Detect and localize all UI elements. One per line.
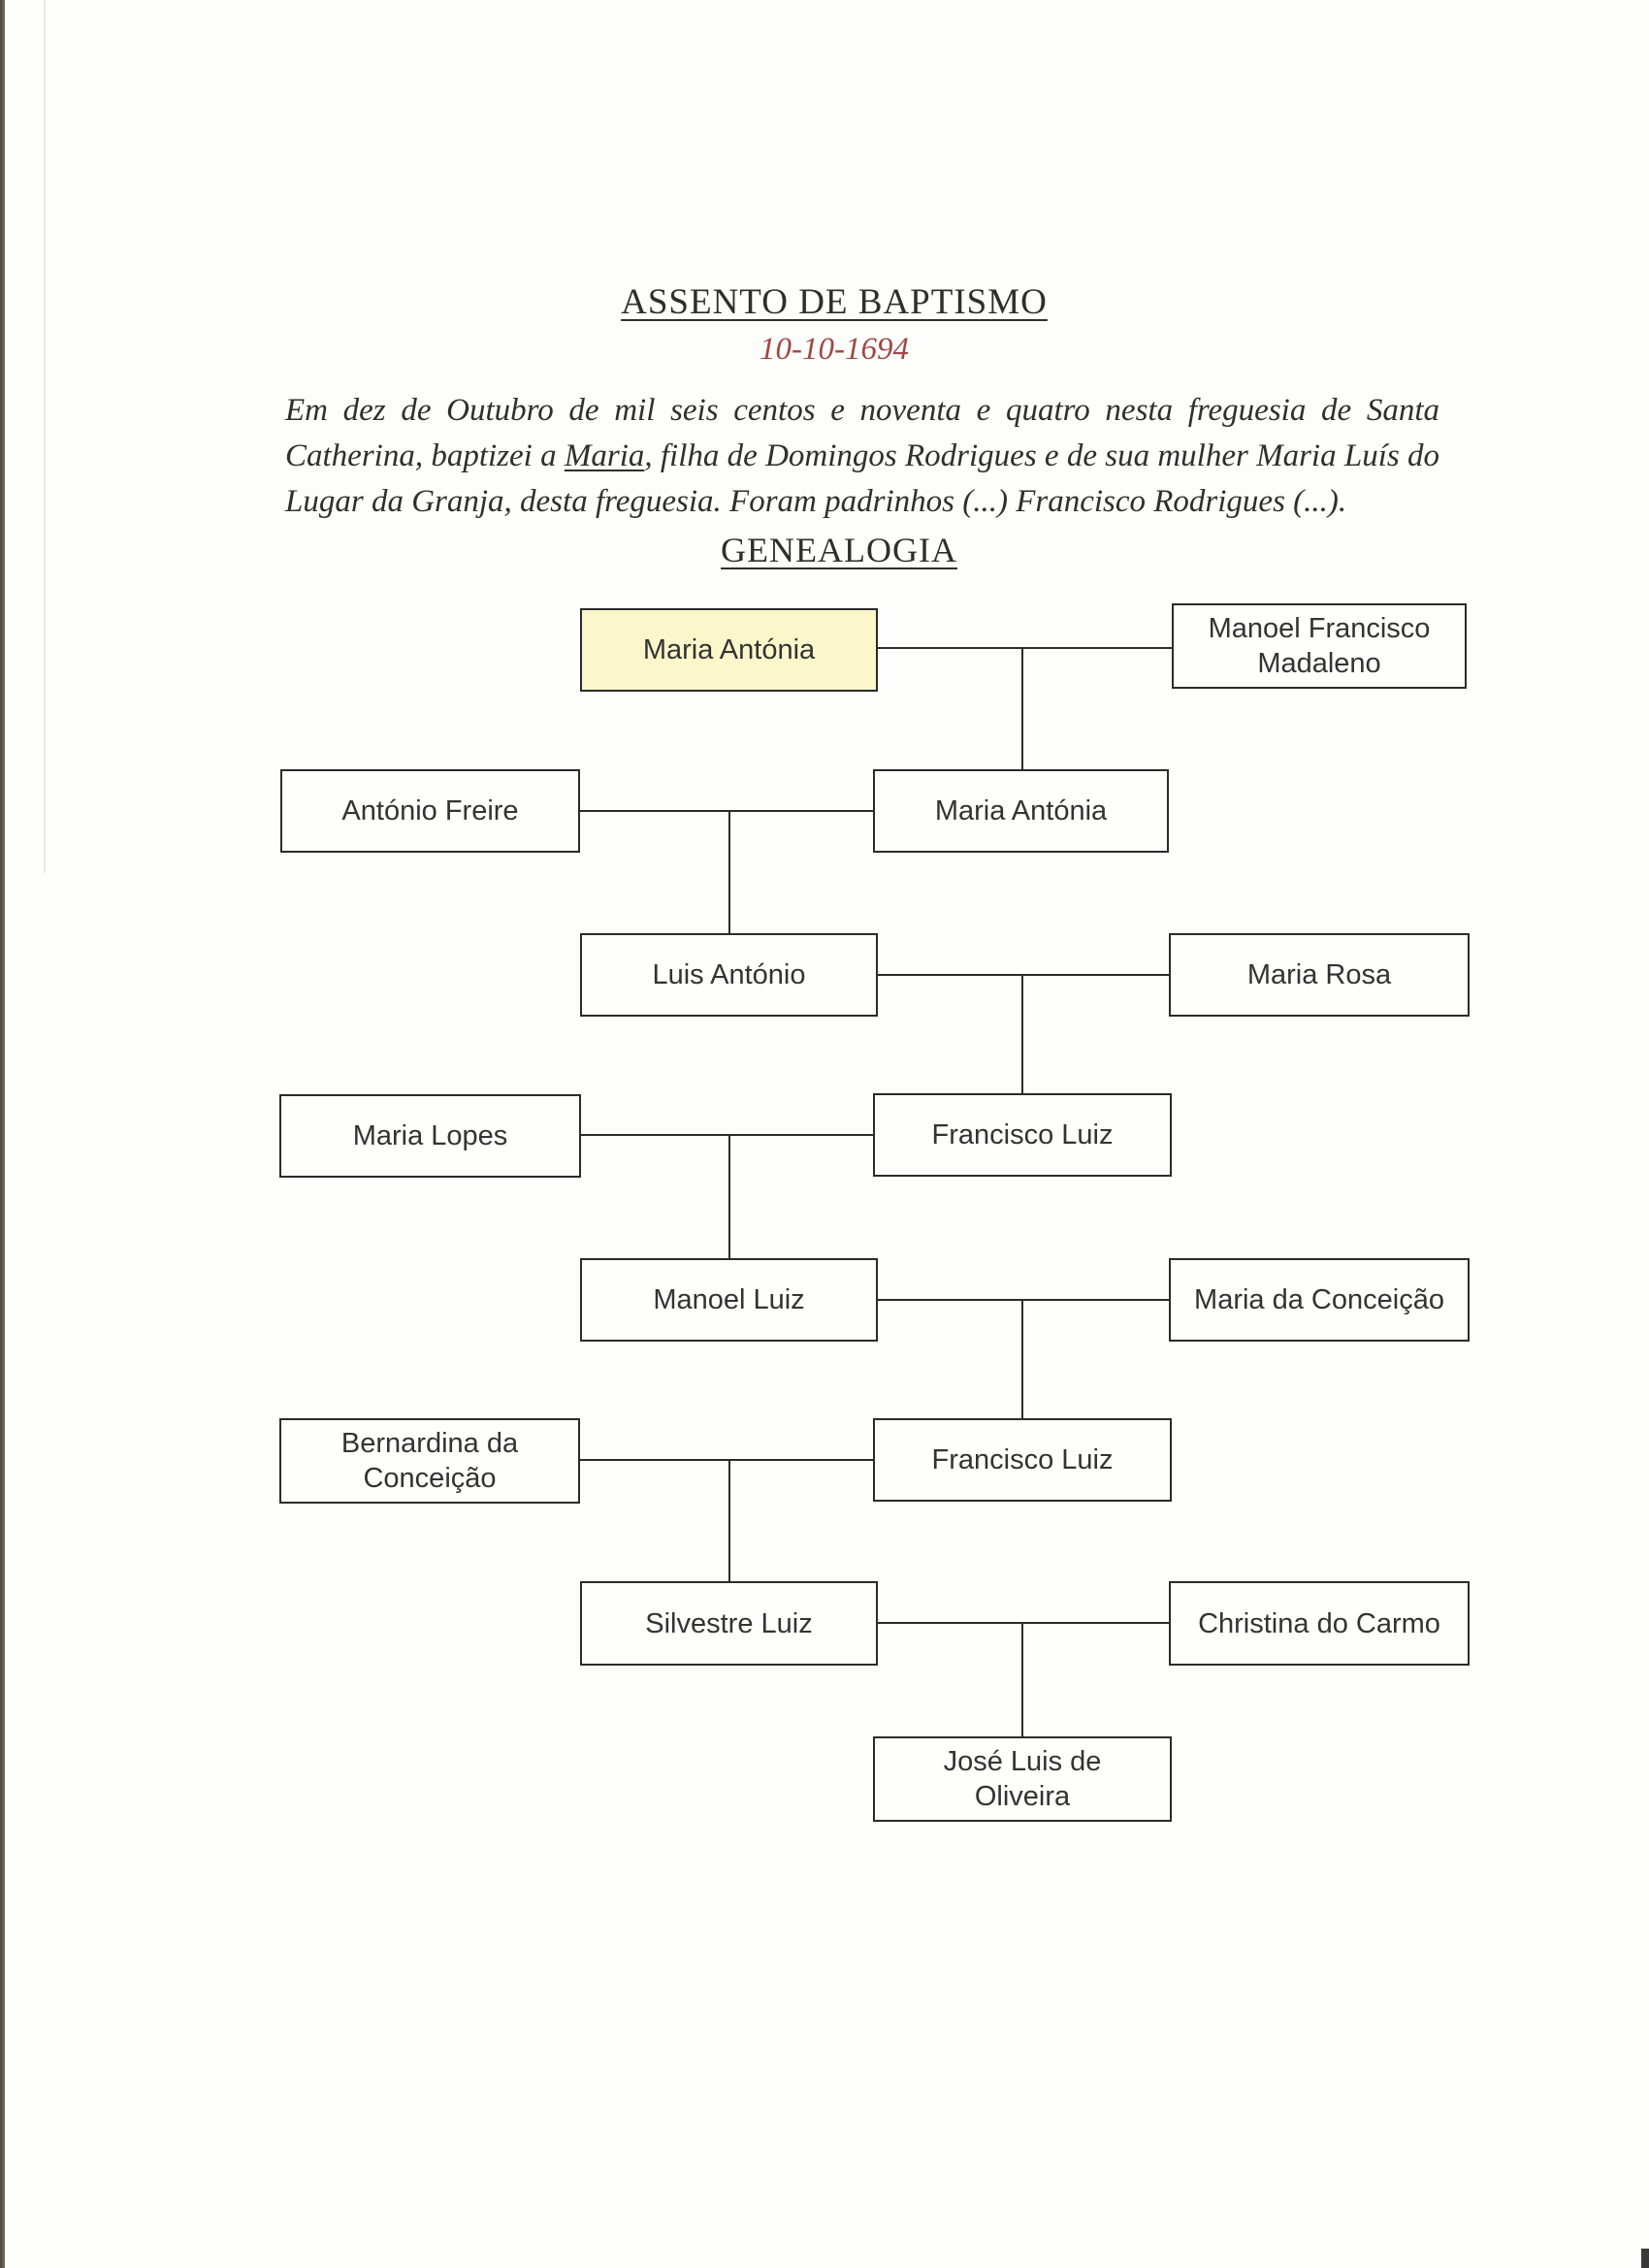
- person-box-luis-antonio: [580, 933, 878, 1017]
- person-box-manoel-luiz: [580, 1258, 878, 1342]
- person-name: Maria Antónia: [934, 795, 1108, 826]
- person-box-bernardina-da-conceicao: [279, 1418, 580, 1504]
- person-name: Maria Lopes: [352, 1120, 508, 1151]
- couple-connector-4: [581, 1134, 873, 1136]
- record-segment: Em dez de Outubro de mil seis centos e noventa e quatro nesta freguesia de Santa Catherina, baptizei a: [285, 393, 1439, 473]
- record-name-underlined: Maria: [564, 438, 645, 473]
- person-name: Maria Antónia: [642, 634, 816, 665]
- record-segment: , filha de Domingos Rodrigues e de sua mulher Maria Luís do Lugar da Granja, desta freguesia. Foram padrinhos (...) Francisco Rodrigues (...).: [285, 438, 1439, 519]
- person-box-maria-rosa: [1169, 933, 1470, 1017]
- genealogy-heading: GENEALOGIA: [721, 531, 957, 569]
- person-box-silvestre-luiz: [580, 1581, 878, 1666]
- person-name: Luis António: [652, 959, 806, 990]
- person-box-maria-antonia-2: [873, 769, 1169, 853]
- person-box-francisco-luiz-1: [873, 1093, 1172, 1177]
- child-connector-5: [1021, 1299, 1023, 1418]
- document-title: ASSENTO DE BAPTISMO: [621, 282, 1048, 322]
- child-connector-6: [728, 1459, 730, 1581]
- person-name: Christina do Carmo: [1198, 1607, 1440, 1639]
- person-box-antonio-freire: [280, 769, 580, 853]
- document-date: 10-10-1694: [760, 332, 909, 367]
- child-connector-2: [728, 810, 730, 933]
- couple-connector-1: [878, 647, 1172, 649]
- person-name: Manoel Francisco Madaleno: [1208, 613, 1431, 679]
- person-name: Francisco Luiz: [931, 1444, 1114, 1475]
- person-name: Silvestre Luiz: [645, 1607, 813, 1639]
- couple-connector-5: [878, 1299, 1169, 1301]
- person-name: Maria da Conceição: [1194, 1284, 1444, 1315]
- person-box-maria-lopes: [279, 1094, 581, 1178]
- person-box-maria-antonia-root: [580, 608, 878, 692]
- couple-connector-6: [580, 1459, 873, 1461]
- person-box-francisco-luiz-2: [873, 1418, 1172, 1502]
- couple-connector-7: [878, 1622, 1169, 1624]
- person-name: Bernardina da Conceição: [340, 1428, 519, 1494]
- person-name: Manoel Luiz: [653, 1284, 805, 1315]
- couple-connector-3: [878, 974, 1169, 976]
- person-name: Francisco Luiz: [931, 1119, 1114, 1150]
- person-name: Maria Rosa: [1246, 959, 1392, 990]
- person-box-christina-do-carmo: [1169, 1581, 1470, 1666]
- child-connector-1: [1021, 647, 1023, 769]
- child-connector-3: [1021, 974, 1023, 1093]
- couple-connector-2: [580, 810, 873, 812]
- child-connector-7: [1021, 1622, 1023, 1736]
- person-box-maria-da-conceicao: [1169, 1258, 1470, 1342]
- person-box-manoel-francisco-madaleno: [1172, 603, 1467, 689]
- person-name: José Luis de Oliveira: [943, 1746, 1102, 1812]
- person-box-jose-luis-de-oliveira: [873, 1736, 1172, 1822]
- child-connector-4: [728, 1134, 730, 1258]
- person-name: António Freire: [341, 795, 519, 826]
